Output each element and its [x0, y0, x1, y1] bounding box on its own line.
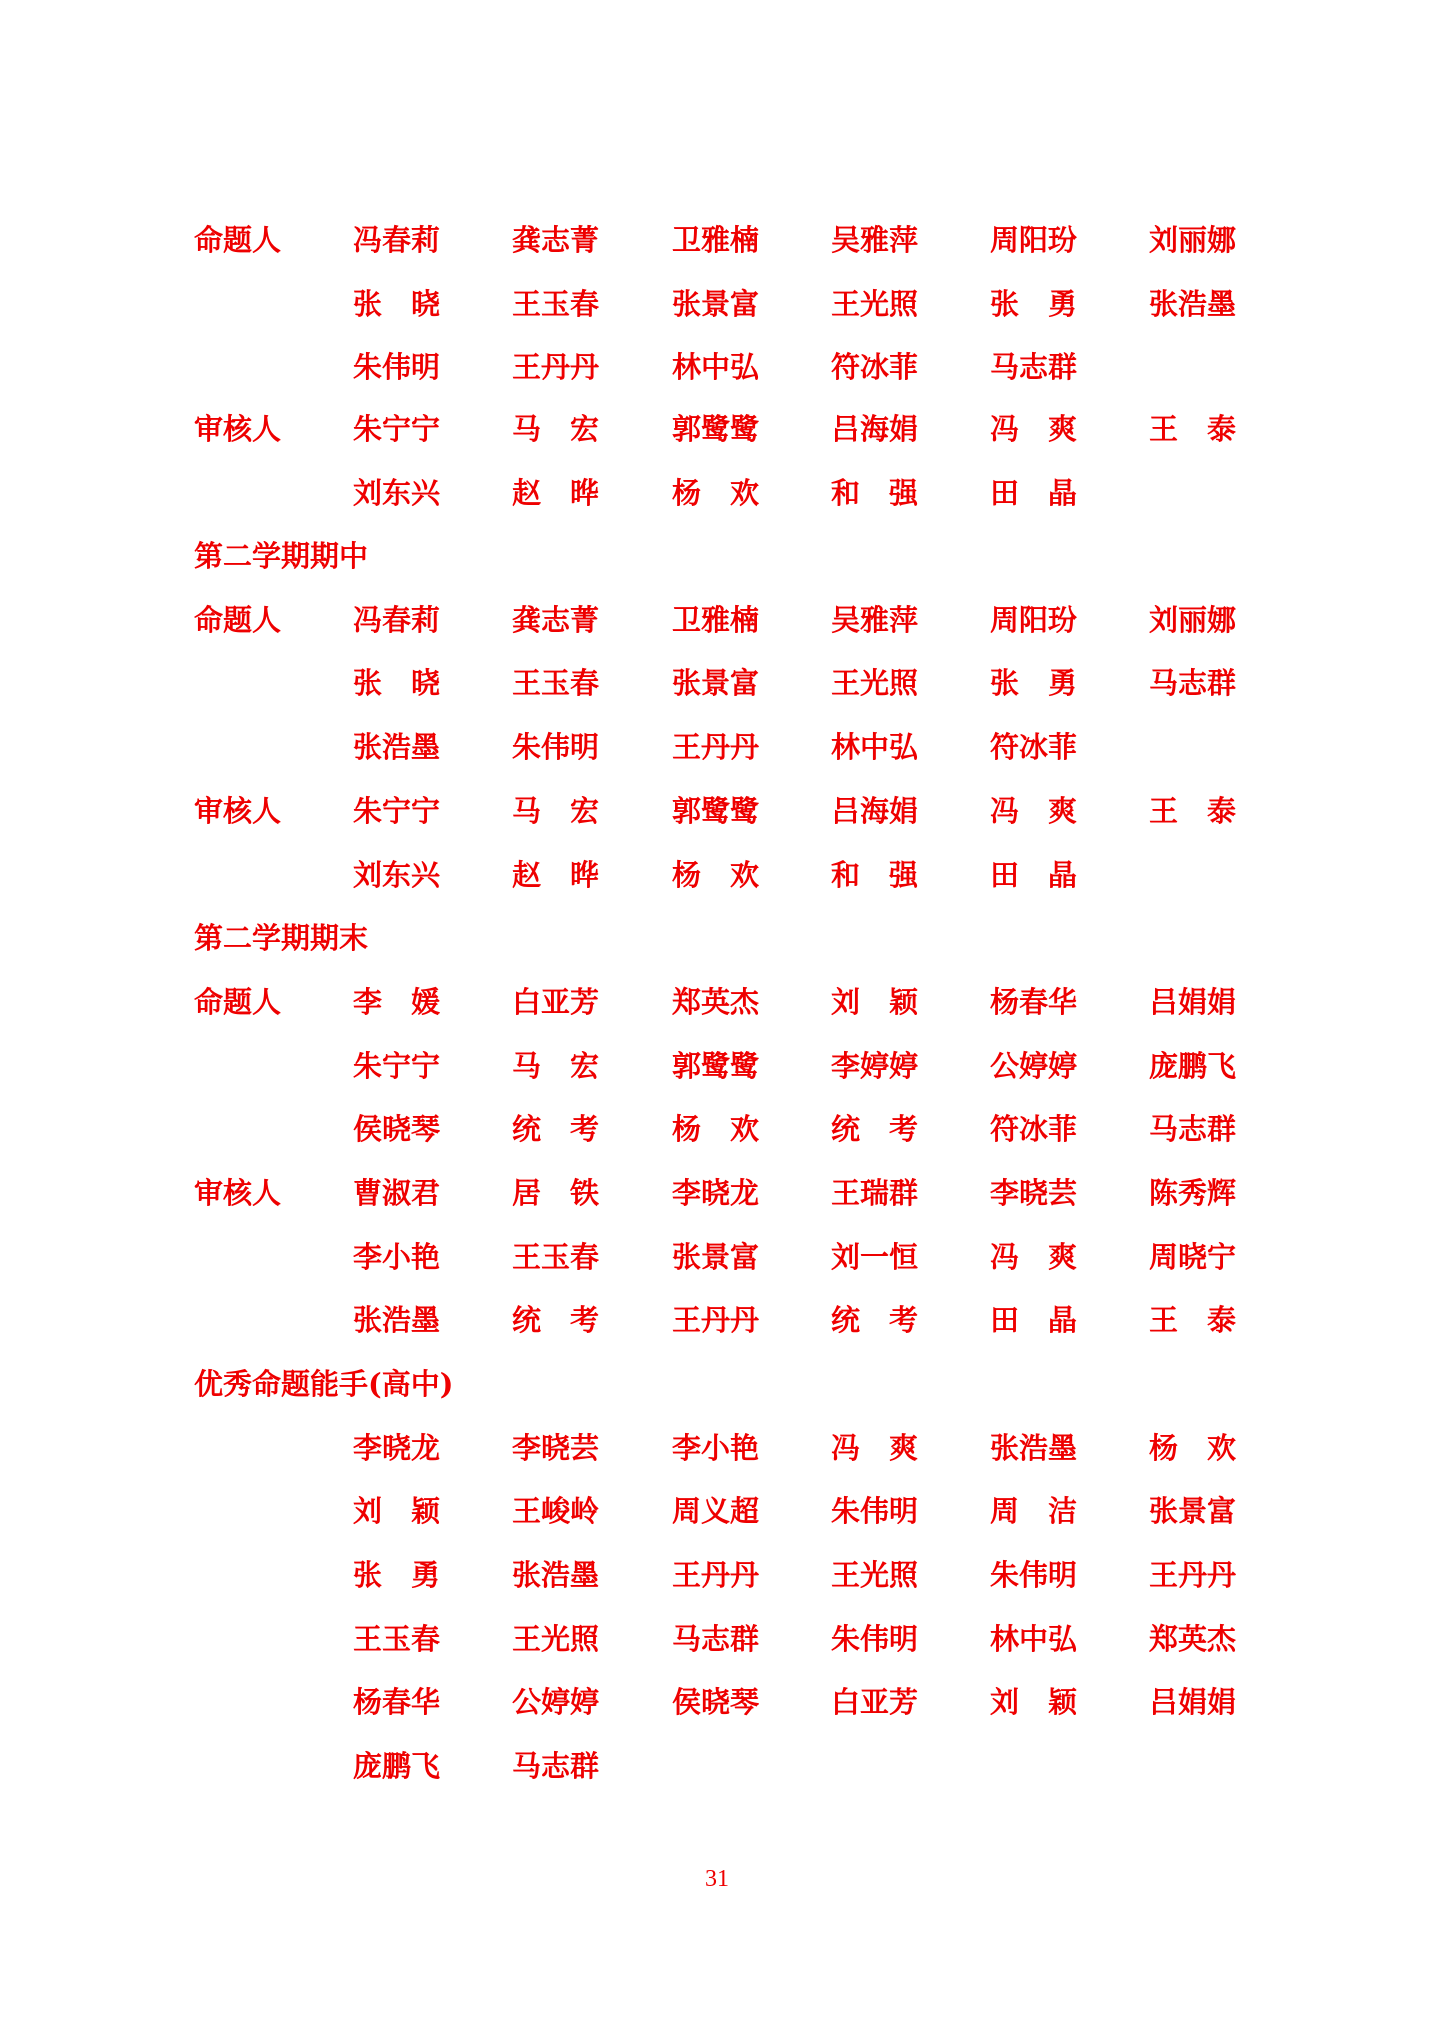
- name-cell: 周阳玢: [990, 223, 1078, 257]
- name-cell: 郭鹭鹭: [672, 1049, 760, 1083]
- name-cell: 吴雅萍: [831, 223, 919, 257]
- name-cell: 马志群: [512, 1749, 600, 1783]
- name-cell: 周晓宁: [1149, 1240, 1237, 1274]
- name-cell: 杨 欢: [672, 476, 760, 510]
- name-cell: 李晓龙: [353, 1431, 441, 1465]
- name-cell: 吴雅萍: [831, 603, 919, 637]
- name-cell: 王峻岭: [512, 1494, 600, 1528]
- name-cell: 居 铁: [512, 1176, 600, 1210]
- name-cell: 郭鹭鹭: [672, 794, 760, 828]
- name-cell: 卫雅楠: [672, 223, 760, 257]
- name-cell: 冯春莉: [353, 223, 441, 257]
- name-cell: 白亚芳: [512, 985, 600, 1019]
- row-label-shenheren: 审核人: [194, 1176, 282, 1210]
- row-label-mingtiren: 命题人: [194, 223, 282, 257]
- name-cell: 李晓芸: [512, 1431, 600, 1465]
- name-cell: 田 晶: [990, 476, 1078, 510]
- name-cell: 周义超: [672, 1494, 760, 1528]
- name-cell: 周阳玢: [990, 603, 1078, 637]
- section-title: 优秀命题能手(高中): [194, 1367, 454, 1401]
- name-cell: 冯 爽: [990, 794, 1078, 828]
- name-cell: 郑英杰: [672, 985, 760, 1019]
- name-cell: 杨 欢: [672, 858, 760, 892]
- name-cell: 张景富: [672, 287, 760, 321]
- name-cell: 张 勇: [353, 1558, 441, 1592]
- name-cell: 张浩墨: [990, 1431, 1078, 1465]
- name-cell: 王光照: [831, 287, 919, 321]
- name-cell: 冯 爽: [831, 1431, 919, 1465]
- name-cell: 吕娟娟: [1149, 1685, 1237, 1719]
- name-cell: 马 宏: [512, 412, 600, 446]
- name-cell: 张浩墨: [353, 730, 441, 764]
- name-cell: 吕海娟: [831, 794, 919, 828]
- name-cell: 林中弘: [990, 1622, 1078, 1656]
- name-cell: 郑英杰: [1149, 1622, 1237, 1656]
- name-cell: 王 泰: [1149, 412, 1237, 446]
- name-cell: 朱伟明: [990, 1558, 1078, 1592]
- name-cell: 杨 欢: [1149, 1431, 1237, 1465]
- name-cell: 朱宁宁: [353, 412, 441, 446]
- name-cell: 赵 晔: [512, 858, 600, 892]
- name-cell: 马 宏: [512, 1049, 600, 1083]
- name-cell: 李晓龙: [672, 1176, 760, 1210]
- name-cell: 侯晓琴: [353, 1112, 441, 1146]
- name-cell: 统 考: [512, 1112, 600, 1146]
- name-cell: 朱伟明: [831, 1494, 919, 1528]
- name-cell: 刘丽娜: [1149, 603, 1237, 637]
- name-cell: 张 晓: [353, 287, 441, 321]
- name-cell: 张景富: [672, 666, 760, 700]
- name-cell: 杨春华: [353, 1685, 441, 1719]
- name-cell: 刘 颖: [990, 1685, 1078, 1719]
- section-title: 第二学期期中: [194, 539, 369, 573]
- name-cell: 白亚芳: [831, 1685, 919, 1719]
- name-cell: 王玉春: [512, 1240, 600, 1274]
- name-cell: 吕娟娟: [1149, 985, 1237, 1019]
- name-cell: 刘一恒: [831, 1240, 919, 1274]
- name-cell: 王丹丹: [1149, 1558, 1237, 1592]
- name-cell: 符冰菲: [831, 350, 919, 384]
- name-cell: 龚志菁: [512, 223, 600, 257]
- name-cell: 冯春莉: [353, 603, 441, 637]
- name-cell: 张 勇: [990, 287, 1078, 321]
- name-cell: 张浩墨: [512, 1558, 600, 1592]
- name-cell: 王瑞群: [831, 1176, 919, 1210]
- name-cell: 王光照: [831, 1558, 919, 1592]
- row-label-mingtiren: 命题人: [194, 603, 282, 637]
- name-cell: 李小艳: [353, 1240, 441, 1274]
- name-cell: 赵 晔: [512, 476, 600, 510]
- name-cell: 李晓芸: [990, 1176, 1078, 1210]
- name-cell: 符冰菲: [990, 730, 1078, 764]
- name-cell: 朱伟明: [512, 730, 600, 764]
- page-number: 31: [705, 1866, 729, 1892]
- name-cell: 林中弘: [672, 350, 760, 384]
- name-cell: 吕海娟: [831, 412, 919, 446]
- name-cell: 张 晓: [353, 666, 441, 700]
- name-cell: 刘东兴: [353, 858, 441, 892]
- name-cell: 朱宁宁: [353, 1049, 441, 1083]
- name-cell: 统 考: [831, 1303, 919, 1337]
- name-cell: 张浩墨: [353, 1303, 441, 1337]
- name-cell: 卫雅楠: [672, 603, 760, 637]
- name-cell: 马志群: [1149, 666, 1237, 700]
- name-cell: 李婷婷: [831, 1049, 919, 1083]
- row-label-shenheren: 审核人: [194, 412, 282, 446]
- name-cell: 李 媛: [353, 985, 441, 1019]
- name-cell: 朱伟明: [831, 1622, 919, 1656]
- name-cell: 朱宁宁: [353, 794, 441, 828]
- name-cell: 杨 欢: [672, 1112, 760, 1146]
- name-cell: 张景富: [672, 1240, 760, 1274]
- name-cell: 和 强: [831, 858, 919, 892]
- name-cell: 张景富: [1149, 1494, 1237, 1528]
- section-title: 第二学期期末: [194, 921, 369, 955]
- name-cell: 曹淑君: [353, 1176, 441, 1210]
- name-cell: 统 考: [831, 1112, 919, 1146]
- name-cell: 马志群: [672, 1622, 760, 1656]
- name-cell: 朱伟明: [353, 350, 441, 384]
- name-cell: 王 泰: [1149, 1303, 1237, 1337]
- name-cell: 王玉春: [512, 287, 600, 321]
- name-cell: 侯晓琴: [672, 1685, 760, 1719]
- name-cell: 刘 颖: [831, 985, 919, 1019]
- name-cell: 刘东兴: [353, 476, 441, 510]
- name-cell: 杨春华: [990, 985, 1078, 1019]
- name-cell: 郭鹭鹭: [672, 412, 760, 446]
- name-cell: 王丹丹: [672, 1303, 760, 1337]
- name-cell: 冯 爽: [990, 1240, 1078, 1274]
- name-cell: 王光照: [831, 666, 919, 700]
- name-cell: 龚志菁: [512, 603, 600, 637]
- name-cell: 庞鹏飞: [1149, 1049, 1237, 1083]
- name-cell: 刘 颖: [353, 1494, 441, 1528]
- name-cell: 田 晶: [990, 1303, 1078, 1337]
- name-cell: 王光照: [512, 1622, 600, 1656]
- name-cell: 和 强: [831, 476, 919, 510]
- name-cell: 张浩墨: [1149, 287, 1237, 321]
- name-cell: 统 考: [512, 1303, 600, 1337]
- name-cell: 王丹丹: [512, 350, 600, 384]
- name-cell: 马志群: [1149, 1112, 1237, 1146]
- name-cell: 冯 爽: [990, 412, 1078, 446]
- name-cell: 符冰菲: [990, 1112, 1078, 1146]
- name-cell: 周 洁: [990, 1494, 1078, 1528]
- name-cell: 王丹丹: [672, 730, 760, 764]
- row-label-mingtiren: 命题人: [194, 985, 282, 1019]
- name-cell: 马志群: [990, 350, 1078, 384]
- name-cell: 李小艳: [672, 1431, 760, 1465]
- name-cell: 刘丽娜: [1149, 223, 1237, 257]
- name-cell: 田 晶: [990, 858, 1078, 892]
- row-label-shenheren: 审核人: [194, 794, 282, 828]
- name-cell: 公婷婷: [512, 1685, 600, 1719]
- name-cell: 林中弘: [831, 730, 919, 764]
- name-cell: 王丹丹: [672, 1558, 760, 1592]
- name-cell: 公婷婷: [990, 1049, 1078, 1083]
- name-cell: 马 宏: [512, 794, 600, 828]
- name-cell: 王 泰: [1149, 794, 1237, 828]
- name-cell: 陈秀辉: [1149, 1176, 1237, 1210]
- name-cell: 王玉春: [512, 666, 600, 700]
- name-cell: 张 勇: [990, 666, 1078, 700]
- name-cell: 王玉春: [353, 1622, 441, 1656]
- name-cell: 庞鹏飞: [353, 1749, 441, 1783]
